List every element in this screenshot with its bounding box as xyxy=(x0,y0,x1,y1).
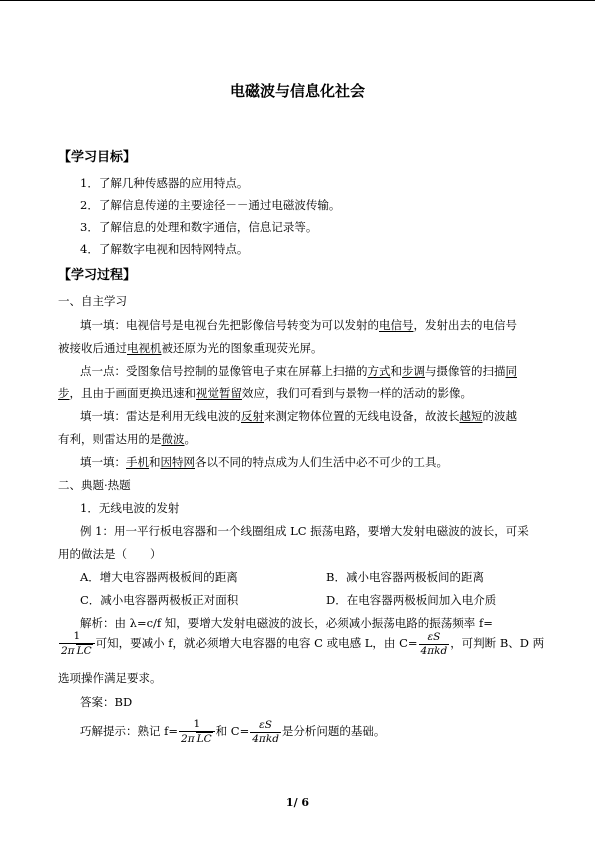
paragraph-line: 点一点：受图象信号控制的显像管电子束在屏幕上扫描的方式和步调与摄像管的扫描同 xyxy=(80,364,517,378)
goals-heading: 【学习目标】 xyxy=(58,150,137,165)
header-rule xyxy=(0,0,595,1)
paragraph-line: 被接收后通过电视机被还原为光的图象重现荧光屏。 xyxy=(58,341,323,355)
process-heading: 【学习过程】 xyxy=(58,268,137,283)
capacitance-formula: $\frac{\varepsilon S}{\text{4πkd}}$ xyxy=(420,630,448,657)
page-number: 1/ 6 xyxy=(285,796,310,809)
option-b: B．减小电容器两极板间的距离 xyxy=(326,570,484,584)
option-c: C．减小电容器两极板正对面积 xyxy=(80,593,239,607)
frequency-formula: $\frac{1}{\text{2π LC}}$ xyxy=(179,718,215,746)
example-text: 用的做法是（ ） xyxy=(58,547,162,561)
analysis-text: 选项操作满足要求。 xyxy=(58,671,162,685)
frequency-formula: $\frac{1}{\text{2π LC}}$ xyxy=(59,630,95,658)
paragraph-line: 填一填：电视信号是电视台先把影像信号转变为可以发射的电信号，发射出去的电信号 xyxy=(80,318,517,332)
answer-text: 答案：BD xyxy=(80,695,133,709)
page-title: 电磁波与信息化社会 xyxy=(229,82,365,100)
paragraph-line: 步，且由于画面更换迅速和视觉暂留效应，我们可看到与景物一样的活动的影像。 xyxy=(58,386,472,400)
option-a: A．增大电容器两极板间的距离 xyxy=(80,570,238,584)
goal-item: 4．了解数字电视和因特网特点。 xyxy=(80,242,249,256)
option-d: D．在电容器两极板间加入电介质 xyxy=(326,593,497,607)
goal-item: 2．了解信息传递的主要途径－－通过电磁波传输。 xyxy=(80,198,341,212)
section-1-heading: 一、自主学习 xyxy=(58,294,127,308)
goal-item: 3．了解信息的处理和数字通信，信息记录等。 xyxy=(80,220,318,234)
paragraph-line: 有利，则雷达用的是微波。 xyxy=(58,432,196,446)
example-text: 例 1：用一平行板电容器和一个线圈组成 LC 振荡电路，要增大发射电磁波的波长，可采 xyxy=(80,524,529,538)
analysis-formula-line: $\frac{1}{\text{2π LC}}$ 可知，要减小 f，就必须增大电容器的电容 C 或电感 L，由 C= $\frac{\varepsilon S}{\text{4πkd}}$ ，可判断 B、D 两 xyxy=(61,630,545,657)
subsection-heading: 1．无线电波的发射 xyxy=(80,501,180,515)
analysis-text: 解析：由 λ=c/f 知，要增大发射电磁波的波长，必须减小振荡电路的振荡频率 f= xyxy=(80,616,493,630)
section-2-heading: 二、典题·热题 xyxy=(58,478,131,492)
paragraph-line: 填一填：雷达是利用无线电波的反射来测定物体位置的无线电设备，故波长越短的波越 xyxy=(80,409,517,423)
capacitance-formula: $\frac{\varepsilon S}{\text{4πkd}}$ xyxy=(252,718,279,745)
goal-item: 1．了解几种传感器的应用特点。 xyxy=(80,176,249,190)
tip-formula-line: 巧解提示：熟记 f= $\frac{1}{\text{2π LC}}$ 和 C= $\frac{\varepsilon S}{\text{4πkd}}$ 是分析问题的基础。 xyxy=(80,718,386,745)
paragraph-line: 填一填：手机和因特网各以不同的特点成为人们生活中必不可少的工具。 xyxy=(80,455,448,469)
